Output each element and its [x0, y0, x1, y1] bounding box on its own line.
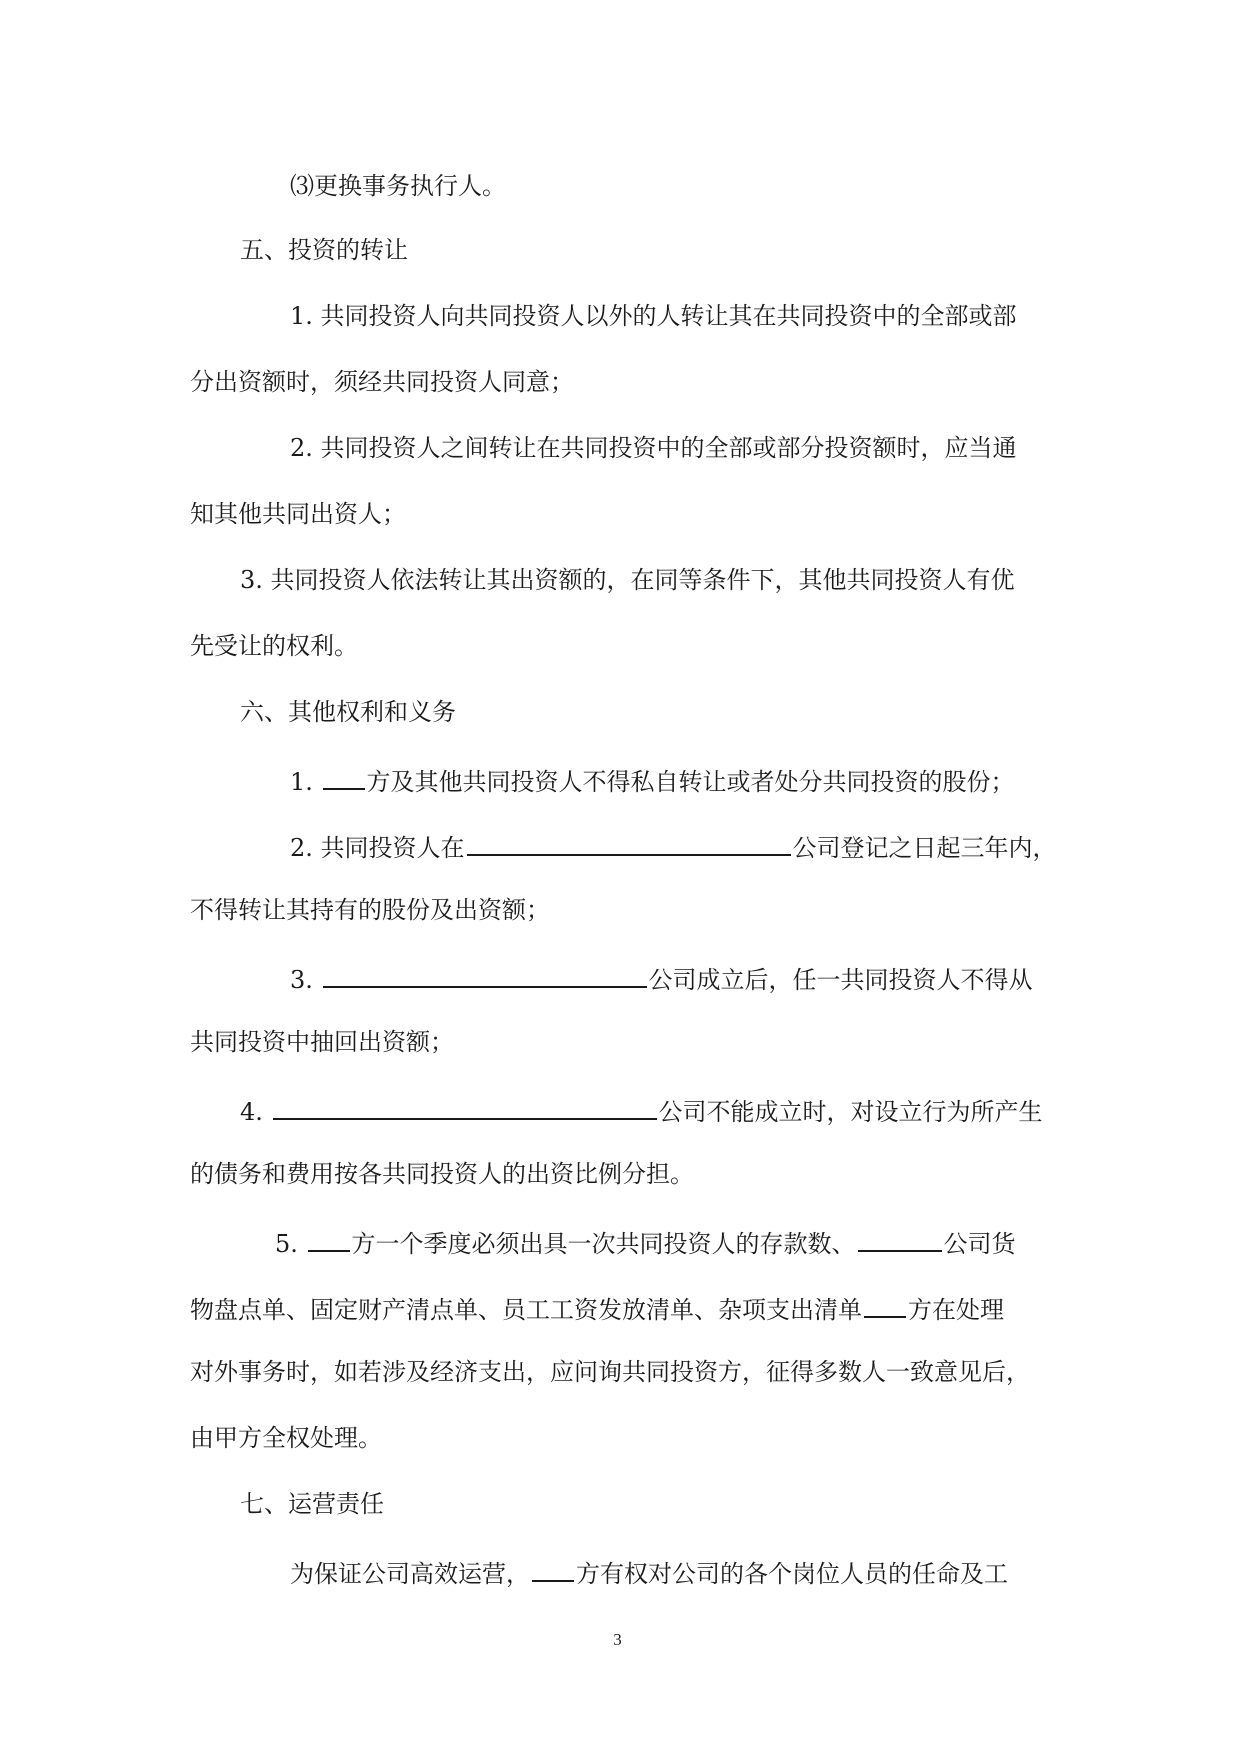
s5-paragraph-1-line-1: 1. 共同投资人向共同投资人以外的人转让其在共同投资中的全部或部 — [290, 302, 1017, 330]
fill-in-blank — [467, 830, 791, 856]
s6-p1-prefix: 1. — [290, 768, 321, 796]
s6-paragraph-3-line-2: 共同投资中抽回出资额； — [190, 1028, 454, 1056]
s6-p5-prefix: 5. — [275, 1230, 306, 1258]
s7-p1-suffix: 方有权对公司的各个岗位人员的任命及工 — [576, 1560, 1008, 1588]
fill-in-blank — [308, 1226, 350, 1252]
fill-in-blank — [858, 1226, 942, 1252]
fill-in-blank — [864, 1292, 906, 1318]
s5-paragraph-2-line-2: 知其他共同出资人； — [190, 500, 406, 528]
s7-paragraph-1-line-1 — [290, 1556, 1008, 1588]
fill-in-blank — [532, 1556, 574, 1582]
s6-paragraph-5-line-3: 对外事务时，如若涉及经济支出，应问询共同投资方，征得多数人一致意见后， — [190, 1358, 1030, 1386]
s6-p3-suffix: 公司成立后，任一共同投资人不得从 — [648, 966, 1033, 994]
s6-p5-mid: 方一个季度必须出具一次共同投资人的存款数、 — [351, 1230, 856, 1258]
s6-p3-prefix: 3. — [290, 966, 321, 994]
fill-in-blank — [323, 764, 365, 790]
s5-paragraph-3-line-2: 先受让的权利。 — [190, 632, 358, 660]
s6-p4-prefix: 4. — [240, 1098, 271, 1126]
s6-paragraph-3-line-1 — [290, 962, 1033, 994]
s6-paragraph-4-line-1 — [240, 1094, 1043, 1126]
section-6-heading: 六、其他权利和义务 — [240, 698, 456, 726]
s6-paragraph-5-line-2 — [190, 1292, 1004, 1324]
s5-paragraph-1-line-2: 分出资额时，须经共同投资人同意； — [190, 368, 574, 396]
page-number: 3 — [613, 1630, 622, 1649]
item-3-3: ⑶更换事务执行人。 — [290, 172, 506, 200]
fill-in-blank — [323, 962, 647, 988]
section-5-heading: 五、投资的转让 — [240, 236, 408, 264]
s6-p5-l2-suffix: 方在处理 — [908, 1296, 1004, 1324]
s6-p5-l2-prefix: 物盘点单、固定财产清点单、员工工资发放清单、杂项支出清单 — [190, 1296, 862, 1324]
s6-p5-suffix: 公司货 — [943, 1230, 1016, 1258]
s6-paragraph-2-line-2: 不得转让其持有的股份及出资额； — [190, 896, 550, 924]
s6-paragraph-5-line-1 — [275, 1226, 1016, 1258]
section-7-heading: 七、运营责任 — [240, 1490, 384, 1518]
s6-paragraph-2-line-1 — [290, 830, 1057, 862]
s6-paragraph-4-line-2: 的债务和费用按各共同投资人的出资比例分担。 — [190, 1160, 694, 1188]
s6-p4-suffix: 公司不能成立时，对设立行为所产生 — [658, 1098, 1043, 1126]
s5-paragraph-3-line-1: 3. 共同投资人依法转让其出资额的，在同等条件下，其他共同投资人有优 — [240, 566, 1015, 594]
s6-p1-suffix: 方及其他共同投资人不得私自转让或者处分共同投资的股份； — [366, 768, 1015, 796]
fill-in-blank — [273, 1094, 657, 1120]
s6-p2-prefix: 2. 共同投资人在 — [290, 834, 465, 862]
s7-p1-prefix: 为保证公司高效运营， — [290, 1560, 530, 1588]
s6-p2-suffix: 公司登记之日起三年内， — [792, 834, 1057, 862]
s6-paragraph-1 — [290, 764, 1015, 796]
s6-paragraph-5-line-4: 由甲方全权处理。 — [190, 1424, 382, 1452]
s5-paragraph-2-line-1: 2. 共同投资人之间转让在共同投资中的全部或部分投资额时，应当通 — [290, 434, 1017, 462]
